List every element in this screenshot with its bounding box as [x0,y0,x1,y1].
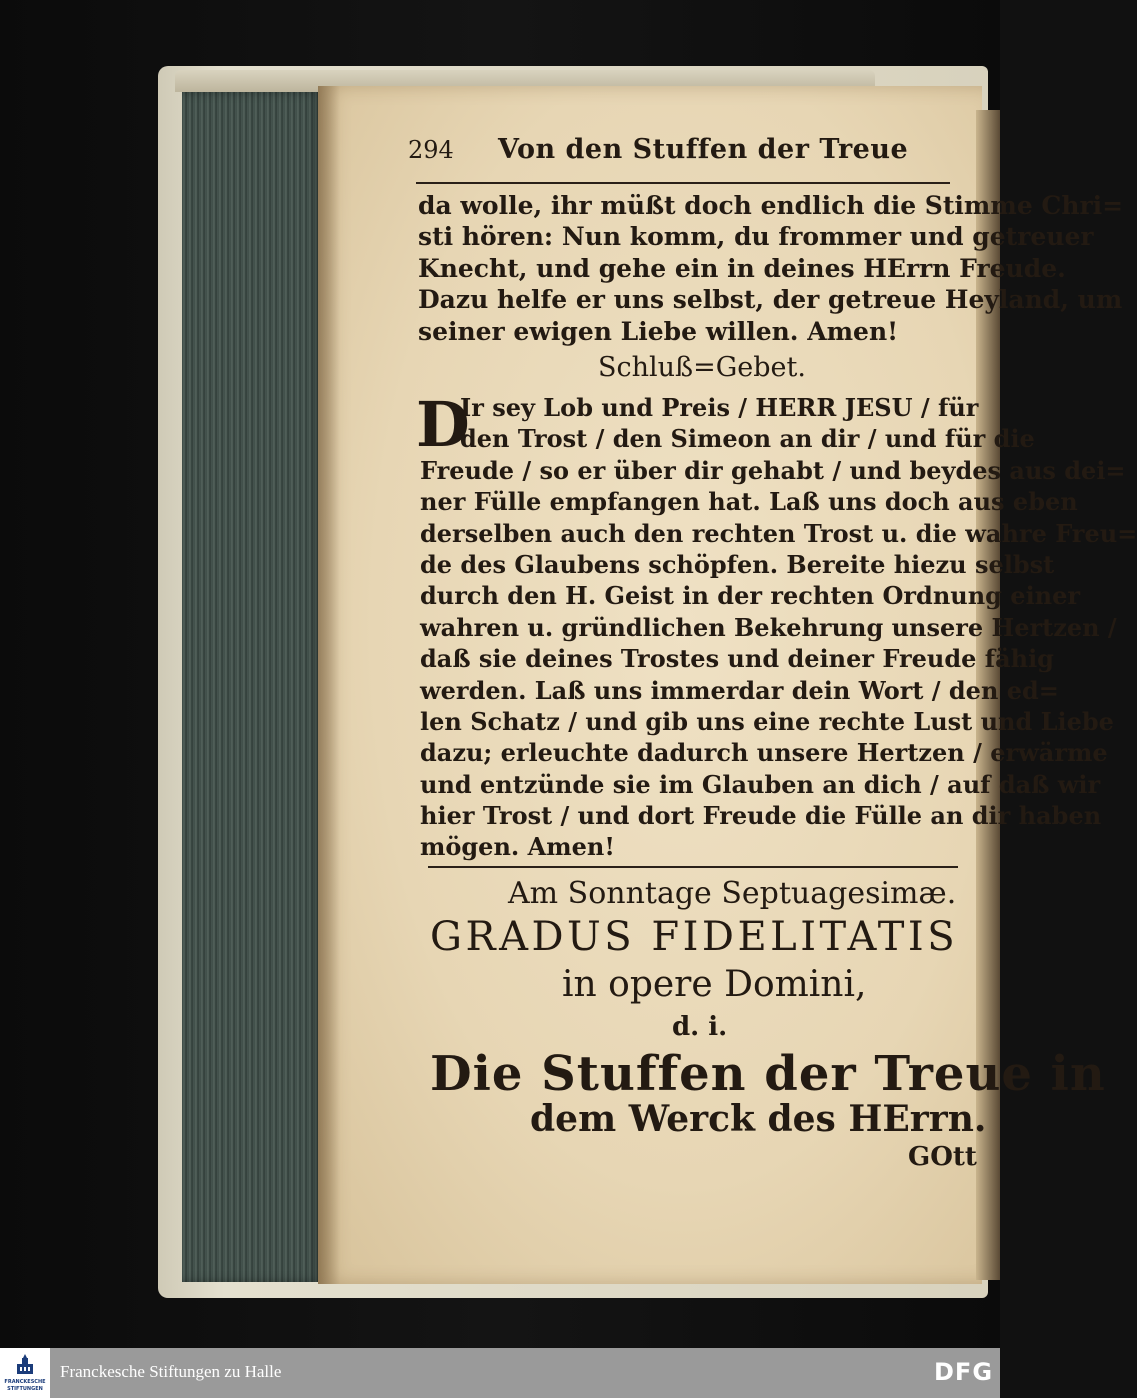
sunday-heading: Am Sonntage Septuagesimæ. [508,876,957,911]
page-fold-shadow [318,86,340,1284]
page-number: 294 [408,136,454,164]
prayer-line: wahren u. gründlichen Bekehrung unsere Hertzen / [420,612,1117,642]
prayer-line: daß sie deines Trostes und deiner Freude fähig [420,644,1054,674]
prayer-line: werden. Laß uns immerdar dein Wort / den ed= [420,675,1059,705]
prayer-line: durch den H. Geist in der rechten Ordnung einer [420,581,1081,611]
running-header [408,134,908,165]
running-head-title: Von den Stuffen der Treue [498,134,909,165]
latin-subtitle: in opere Domini, [562,964,867,1005]
prayer-line: len Schatz / und gib uns eine rechte Lust und Liebe [420,706,1114,736]
prayer-line: und entzünde sie im Glauben an dich / auf daß wir [420,769,1101,799]
logo-text-line2: STIFTUNGEN [7,1386,43,1392]
body-line: da wolle, ihr müßt doch endlich die Stimme Chri= [418,191,1124,220]
prayer-line: mögen. Amen! [420,832,615,862]
catchword: GOtt [908,1142,977,1172]
institution-name[interactable]: Franckesche Stiftungen zu Halle [60,1362,282,1381]
prayer-line: Ir sey Lob und Preis / HERR JESU / für [460,393,979,422]
body-line: sti hören: Nun komm, du frommer und getreuer [418,222,1094,252]
prayer-line: hier Trost / und dort Freude die Fülle an dir haben [420,801,1102,831]
footer-bar [0,1348,1000,1398]
german-subtitle: dem Werck des HErrn. [530,1098,987,1140]
section-rule [428,866,958,868]
prayer-line: Freude / so er über dir gehabt / und beydes aus dei= [420,455,1126,485]
di-abbreviation: d. i. [672,1012,728,1042]
prayer-title: Schluß=Gebet. [598,352,806,383]
body-line: Dazu helfe er uns selbst, der getreue Heyland, um [418,285,1123,315]
page-edges [182,92,322,1282]
prayer-line: de des Glaubens schöpfen. Bereite hiezu selbst [420,549,1055,579]
latin-title: GRADUS FIDELITATIS [430,914,959,960]
prayer-line: dazu; erleuchte dadurch unsere Hertzen / erwärme [420,738,1108,768]
body-line: seiner ewigen Liebe willen. Amen! [418,316,899,346]
german-title: Die Stuffen der Treue in [430,1046,1106,1102]
prayer-dropcap: D [416,388,470,461]
body-line: Knecht, und gehe ein in deines HErrn Freude. [418,253,1066,283]
prayer-line: den Trost / den Simeon an dir / und für die [460,424,1035,454]
prayer-text [420,392,1137,863]
body-text [418,190,1123,347]
institution-logo[interactable] [0,1348,50,1398]
prayer-line: derselben auch den rechten Trost u. die wahre Freu= [420,518,1137,548]
logo-text-line1: FRANCKESCHE [4,1379,46,1385]
header-rule [416,182,950,184]
prayer-line: ner Fülle empfangen hat. Laß uns doch aus eben [420,487,1078,517]
building-icon [16,1354,34,1376]
dfg-logo[interactable]: DFG [934,1358,994,1386]
